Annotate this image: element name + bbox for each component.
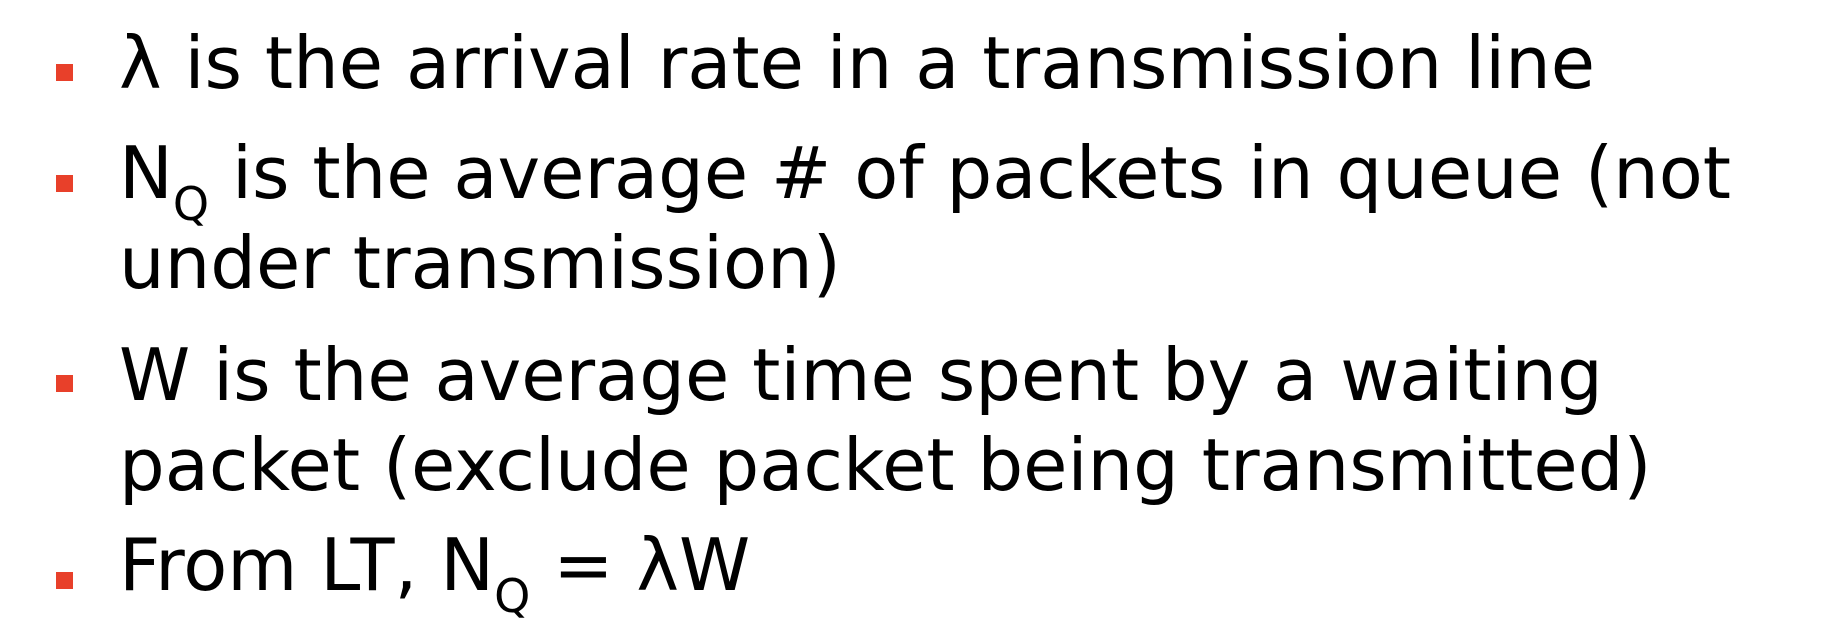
formula-suffix: = λW xyxy=(530,523,751,607)
bullet-line-rest: is the average # of packets in queue (not xyxy=(209,131,1731,215)
bullet-line xyxy=(119,520,751,623)
bullet-square-icon xyxy=(56,572,73,589)
bullet-text xyxy=(119,330,1652,510)
subscript-q: Q xyxy=(494,569,531,623)
bullet-text xyxy=(119,18,1595,108)
bullet-line: under transmission) xyxy=(119,221,841,305)
bullet-line: W is the average time spent by a waiting xyxy=(119,333,1603,417)
bullet-square-icon xyxy=(56,175,73,192)
bullet-line: packet (exclude packet being transmitted) xyxy=(119,423,1652,507)
bullet-line: λ is the arrival rate in a transmission line xyxy=(119,21,1596,105)
bullet-square-icon xyxy=(56,64,73,81)
symbol-n: N xyxy=(119,131,173,215)
subscript-q: Q xyxy=(172,177,210,231)
bullet-text xyxy=(119,128,1731,308)
symbol-n: N xyxy=(440,523,495,607)
bullet-line xyxy=(119,128,1731,231)
bullet-text xyxy=(119,520,751,623)
bullet-square-icon xyxy=(56,375,73,392)
formula-prefix: From LT, xyxy=(119,523,441,607)
